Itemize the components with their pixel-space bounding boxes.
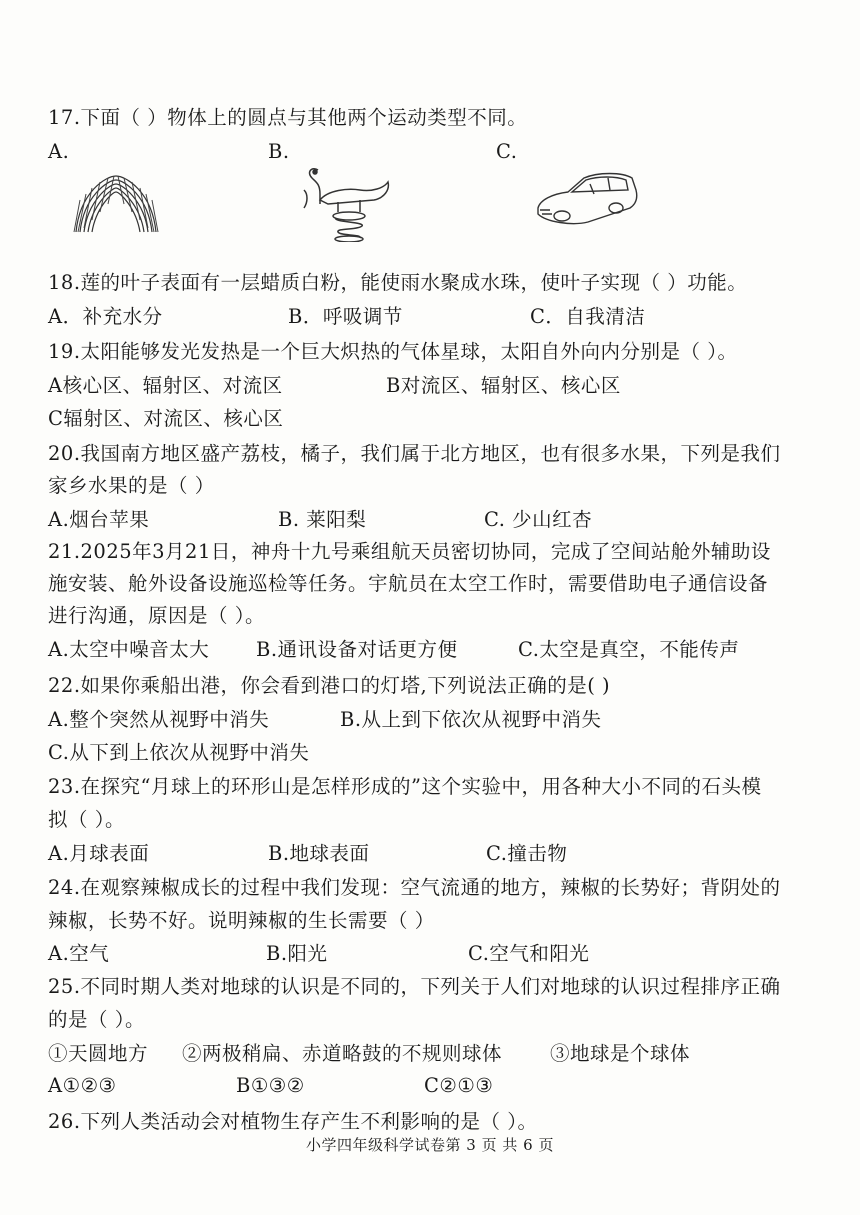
- q25-option-b: B①③②: [236, 1074, 305, 1097]
- q17-option-a: A.: [48, 140, 70, 163]
- q18-stem: 18.莲的叶子表面有一层蜡质白粉，能使雨水聚成水珠，使叶子实现（ ）功能。: [48, 271, 748, 294]
- q22-stem: 22.如果你乘船出港，你会看到港口的灯塔,下列说法正确的是( ): [48, 674, 611, 697]
- q21-option-a: A.太空中噪音太大: [48, 638, 210, 661]
- q17-option-c: C.: [496, 140, 518, 163]
- q20-stem-line2: 家乡水果的是（ ）: [48, 474, 215, 497]
- page-footer: 小学四年级科学试卷第 3 页 共 6 页: [306, 1136, 554, 1154]
- q21-stem-line2: 施安装、舱外设备设施巡检等任务。宇航员在太空工作时，需要借助电子通信设备: [48, 572, 769, 595]
- q18-option-b: B．呼吸调节: [288, 305, 403, 328]
- q22-option-b: B.从上到下依次从视野中消失: [340, 708, 602, 731]
- q19-stem: 19.太阳能够发光发热是一个巨大炽热的气体星球，太阳自外向内分别是（ ）。: [48, 340, 738, 363]
- q23-option-b: B.地球表面: [268, 842, 370, 865]
- q20-option-a: A.烟台苹果: [48, 508, 150, 531]
- q24-option-a: A.空气: [48, 942, 110, 965]
- q18-option-a: A．补充水分: [48, 305, 163, 328]
- q23-stem-line2: 拟（ ）。: [48, 808, 125, 831]
- q25-stem-line2: 的是（ ）。: [48, 1008, 145, 1031]
- q24-stem-line2: 辣椒，长势不好。说明辣椒的生长需要（ ）: [48, 909, 435, 932]
- q25-option-c: C②①③: [424, 1074, 494, 1097]
- q20-stem-line1: 20.我国南方地区盛产荔枝，橘子，我们属于北方地区，也有很多水果，下列是我们: [48, 442, 781, 465]
- q21-stem-line3: 进行沟通，原因是（ ）。: [48, 604, 265, 627]
- q23-stem-line1: 23.在探究“月球上的环形山是怎样形成的”这个实验中，用各种大小不同的石头模: [48, 775, 762, 798]
- q21-option-c: C.太空是真空，不能传声: [518, 638, 740, 661]
- q26-stem: 26.下列人类活动会对植物生存产生不利影响的是（ ）。: [48, 1110, 538, 1133]
- q17-option-b: B.: [268, 140, 290, 163]
- q25-item-1: ①天圆地方: [48, 1042, 149, 1065]
- q25-item-3: ③地球是个球体: [550, 1042, 691, 1065]
- q25-stem-line1: 25.不同时期人类对地球的认识是不同的，下列关于人们对地球的认识过程排序正确: [48, 975, 781, 998]
- q19-option-b: B对流区、辐射区、核心区: [386, 374, 621, 397]
- q24-stem-line1: 24.在观察辣椒成长的过程中我们发现：空气流通的地方，辣椒的长势好；背阴处的: [48, 876, 781, 899]
- q19-option-c: C辐射区、对流区、核心区: [48, 407, 284, 430]
- q25-option-a: A①②③: [48, 1074, 117, 1097]
- q20-option-c: C. 少山红杏: [484, 508, 593, 531]
- q20-option-b: B. 莱阳梨: [278, 508, 367, 531]
- q23-option-a: A.月球表面: [48, 842, 150, 865]
- q22-option-a: A.整个突然从视野中消失: [48, 708, 270, 731]
- q23-option-c: C.撞击物: [486, 842, 568, 865]
- q17-stem: 17.下面（ ）物体上的圆点与其他两个运动类型不同。: [48, 106, 528, 129]
- q24-option-b: B.阳光: [266, 942, 328, 965]
- q18-option-c: C．自我清洁: [530, 305, 646, 328]
- car-image: [532, 164, 642, 234]
- q21-option-b: B.通讯设备对话更方便: [256, 638, 458, 661]
- slinky-spring-image: [66, 170, 166, 240]
- q19-option-a: A核心区、辐射区、对流区: [48, 374, 283, 397]
- q22-option-c: C.从下到上依次从视野中消失: [48, 741, 310, 764]
- q21-stem-line1: 21.2025年3月21日，神舟十九号乘组航天员密切协同，完成了空间站舱外辅助设: [48, 540, 771, 563]
- q25-item-2: ②两极稍扁、赤道略鼓的不规则球体: [182, 1042, 503, 1065]
- q24-option-c: C.空气和阳光: [468, 942, 590, 965]
- spring-rocking-horse-image: [298, 160, 398, 242]
